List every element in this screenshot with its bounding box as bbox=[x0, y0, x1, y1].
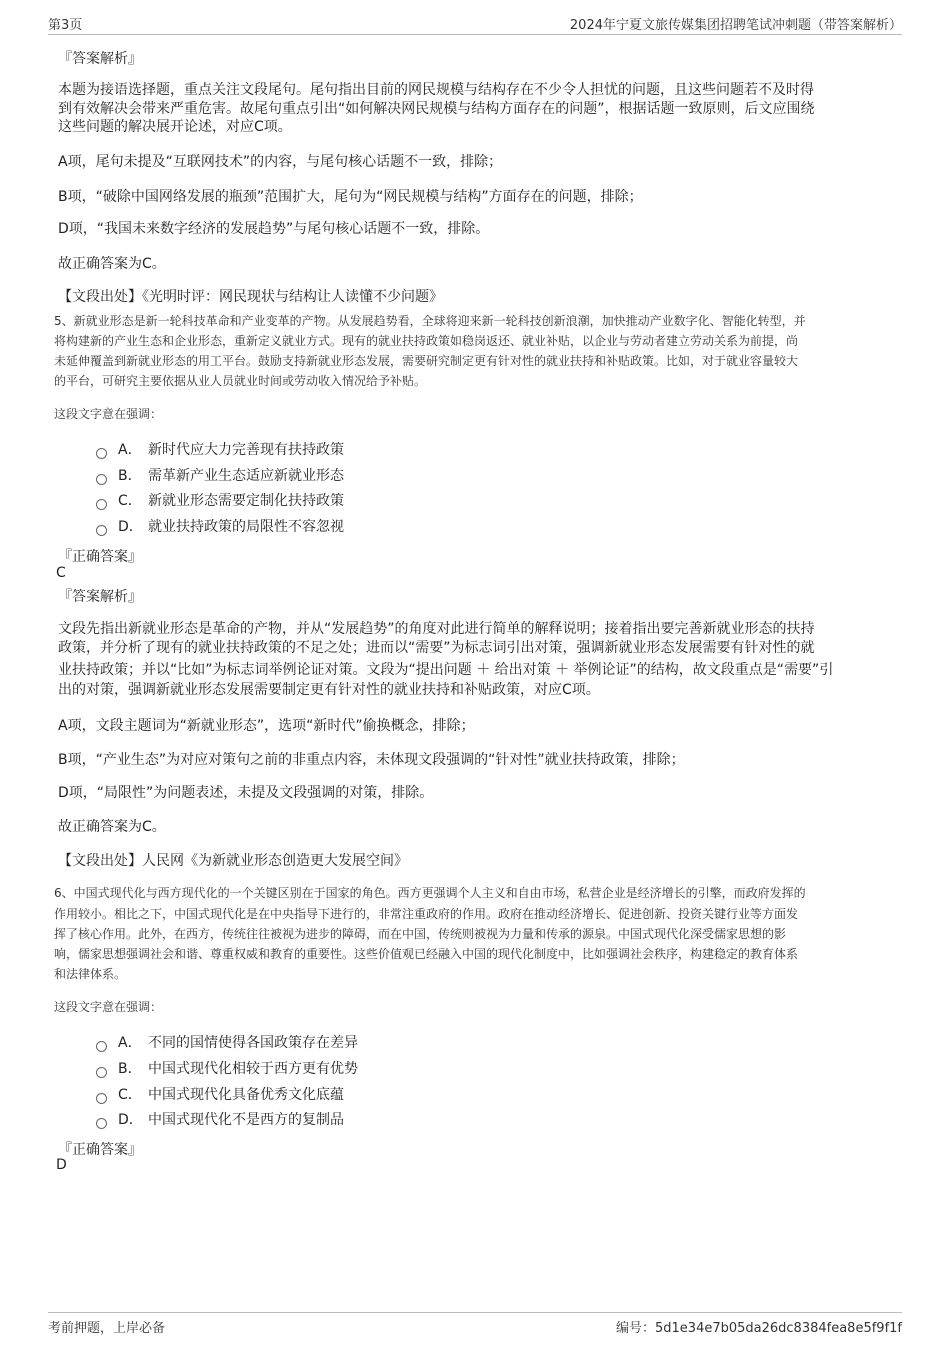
document-title: 2024年宁夏文旅传媒集团招聘笔试冲刺题（带答案解析） bbox=[569, 18, 902, 33]
q5-analysis-line: 出的对策，强调新就业形态发展需要制定更有针对性的就业扶持和补贴政策，对应C项。 bbox=[58, 682, 600, 698]
q5-analysis-heading: 『答案解析』 bbox=[58, 589, 142, 605]
option-letter: A． bbox=[118, 442, 142, 458]
option-letter: D． bbox=[118, 519, 143, 535]
page-footer bbox=[48, 1312, 902, 1335]
option-letter: C． bbox=[118, 1087, 142, 1103]
radio-icon[interactable] bbox=[96, 525, 107, 536]
option-letter: D． bbox=[118, 1112, 143, 1128]
q5-conclusion: 故正确答案为C。 bbox=[58, 819, 166, 835]
q4-analysis-line: 这些问题的解决展开论述，对应C项。 bbox=[58, 119, 292, 135]
footer-slogan: 考前押题，上岸必备 bbox=[48, 1321, 166, 1336]
option-letter: A． bbox=[118, 1035, 142, 1051]
q5-text-line: 将构建新的产业生态和企业形态，重新定义就业方式。现有的就业扶持政策如稳岗返还、就业补贴，以企业与劳动者建立劳动关系为前提，尚 bbox=[54, 334, 799, 348]
q5-option-d-note: D项，“局限性”为问题表述，未提及文段强调的对策，排除。 bbox=[58, 785, 434, 801]
q4-analysis-heading: 『答案解析』 bbox=[58, 51, 142, 67]
page-number: 第3页 bbox=[48, 18, 83, 33]
radio-icon[interactable] bbox=[96, 1118, 107, 1129]
option-text: 新时代应大力完善现有扶持政策 bbox=[148, 442, 344, 458]
q6-text-line: 6、中国式现代化与西方现代化的一个关键区别在于国家的角色。西方更强调个人主义和自由市场，私营企业是经济增长的引擎，而政府发挥的 bbox=[54, 886, 806, 900]
q5-text-line: 5、新就业形态是新一轮科技革命和产业变革的产物。从发展趋势看，全球将迎来新一轮科技创新浪潮，加快推动产业数字化、智能化转型，并 bbox=[54, 314, 806, 328]
q4-option-a-note: A项，尾句未提及“互联网技术”的内容，与尾句核心话题不一致，排除； bbox=[58, 154, 503, 170]
q5-option-a[interactable] bbox=[96, 439, 344, 459]
q4-analysis-line: 本题为接语选择题，重点关注文段尾句。尾句指出目前的网民规模与结构存在不少令人担忧的问题，且这些问题若不及时得 bbox=[58, 82, 814, 98]
option-text: 就业扶持政策的局限性不容忽视 bbox=[148, 519, 344, 535]
q5-answer: C bbox=[56, 565, 66, 581]
q5-analysis-line: 业扶持政策；并以“比如”为标志词举例论证对策。文段为“提出问题 ＋ 给出对策 ＋ 举例论证”的结构，故文段重点是“需要”引 bbox=[58, 662, 834, 678]
radio-icon[interactable] bbox=[96, 1093, 107, 1104]
option-text: 中国式现代化不是西方的复制品 bbox=[148, 1112, 344, 1128]
q6-text-line: 挥了核心作用。此外，在西方，传统往往被视为进步的障碍，而在中国，传统则被视为力量和传承的源泉。中国式现代化深受儒家思想的影 bbox=[54, 927, 787, 941]
q6-option-a[interactable] bbox=[96, 1032, 358, 1052]
q5-analysis-line: 政策，并分析了现有的就业扶持政策的不足之处；进而以“需要”为标志词引出对策，强调新就业形态发展需要有针对性的就 bbox=[58, 640, 815, 656]
option-letter: B． bbox=[118, 468, 142, 484]
option-text: 需革新产业生态适应新就业形态 bbox=[148, 468, 344, 484]
q5-source: 【文段出处】人民网《为新就业形态创造更大发展空间》 bbox=[58, 853, 408, 869]
q6-answer: D bbox=[56, 1157, 67, 1173]
q4-source: 【文段出处】《光明时评：网民现状与结构让人读懂不少问题》 bbox=[58, 289, 443, 305]
q5-option-b-note: B项，“产业生态”为对应对策句之前的非重点内容，未体现文段强调的“针对性”就业扶持政策，排除； bbox=[58, 752, 685, 768]
q5-option-b[interactable] bbox=[96, 465, 344, 485]
q5-analysis-line: 文段先指出新就业形态是革命的产物，并从“发展趋势”的角度对此进行简单的解释说明；接着指出要完善新就业形态的扶持 bbox=[58, 621, 815, 637]
q5-option-a-note: A项，文段主题词为“新就业形态”，选项“新时代”偷换概念，排除； bbox=[58, 718, 475, 734]
radio-icon[interactable] bbox=[96, 448, 107, 459]
q5-text-line: 的平台，可研究主要依据从业人员就业时间或劳动收入情况给予补贴。 bbox=[54, 374, 427, 388]
q4-analysis-line: 到有效解决会带来严重危害。故尾句重点引出“如何解决网民规模与结构方面存在的问题”，根据话题一致原则，后文应围绕 bbox=[58, 101, 815, 117]
option-text: 中国式现代化具备优秀文化底蕴 bbox=[148, 1087, 344, 1103]
q4-option-d-note: D项，“我国未来数字经济的发展趋势”与尾句核心话题不一致，排除。 bbox=[58, 221, 490, 237]
q6-text-line: 和法律体系。 bbox=[54, 967, 127, 981]
option-letter: B． bbox=[118, 1061, 142, 1077]
radio-icon[interactable] bbox=[96, 474, 107, 485]
option-letter: C． bbox=[118, 493, 142, 509]
q6-text-line: 响，儒家思想强调社会和谐、尊重权威和教育的重要性。这些价值观已经融入中国的现代化制度中，比如强调社会秩序，构建稳定的教育体系 bbox=[54, 947, 799, 961]
q4-option-b-note: B项，“破除中国网络发展的瓶颈”范围扩大，尾句为“网民规模与结构”方面存在的问题，排除； bbox=[58, 189, 643, 205]
q5-text-line: 未延伸覆盖到新就业形态的用工平台。鼓励支持新就业形态发展，需要研究制定更有针对性的就业扶持和补贴政策。比如，对于就业容量较大 bbox=[54, 354, 799, 368]
q5-option-c[interactable] bbox=[96, 490, 344, 510]
q4-conclusion: 故正确答案为C。 bbox=[58, 256, 166, 272]
q5-option-d[interactable] bbox=[96, 516, 344, 536]
q6-prompt: 这段文字意在强调： bbox=[54, 1000, 163, 1014]
radio-icon[interactable] bbox=[96, 1041, 107, 1052]
option-text: 中国式现代化相较于西方更有优势 bbox=[148, 1061, 358, 1077]
radio-icon[interactable] bbox=[96, 499, 107, 510]
option-text: 不同的国情使得各国政策存在差异 bbox=[148, 1035, 358, 1051]
q6-option-d[interactable] bbox=[96, 1109, 344, 1129]
q6-option-b[interactable] bbox=[96, 1058, 358, 1078]
q6-option-c[interactable] bbox=[96, 1084, 344, 1104]
q6-answer-heading: 『正确答案』 bbox=[58, 1142, 142, 1158]
option-text: 新就业形态需要定制化扶持政策 bbox=[148, 493, 344, 509]
q6-text-line: 作用较小。相比之下，中国式现代化是在中央指导下进行的，非常注重政府的作用。政府在推动经济增长、促进创新、投资关键行业等方面发 bbox=[54, 907, 799, 921]
q5-prompt: 这段文字意在强调： bbox=[54, 407, 163, 421]
document-code: 编号：5d1e34e7b05da26dc8384fea8e5f9f1f bbox=[616, 1321, 902, 1336]
q5-answer-heading: 『正确答案』 bbox=[58, 549, 142, 565]
radio-icon[interactable] bbox=[96, 1067, 107, 1078]
